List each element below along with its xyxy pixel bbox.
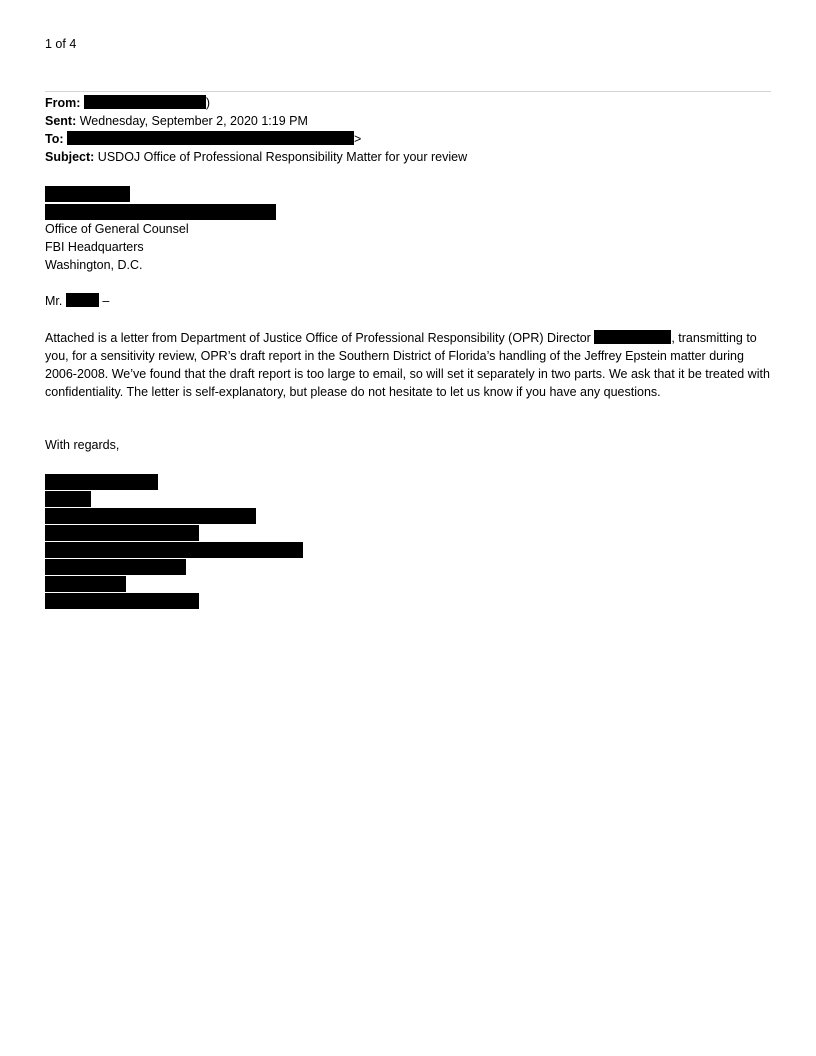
- from-line: [45, 94, 210, 112]
- body-part-1: Attached is a letter from Department of Justice Office of Professional Responsibility (OPR) Director: [45, 331, 591, 345]
- redaction-block: [67, 131, 354, 145]
- redaction-block: [594, 330, 671, 344]
- redaction-block: [45, 559, 186, 575]
- recipient-building: FBI Headquarters: [45, 240, 144, 254]
- salutation: [45, 292, 109, 310]
- closing: With regards,: [45, 438, 120, 452]
- sent-label: Sent:: [45, 114, 77, 128]
- redaction-block: [45, 508, 256, 524]
- subject-value: USDOJ Office of Professional Responsibility Matter for your review: [97, 150, 468, 164]
- redaction-block: [66, 293, 99, 307]
- redaction-block: [45, 204, 276, 220]
- from-label: From:: [45, 96, 81, 110]
- subject-label: Subject:: [45, 150, 95, 164]
- to-trail: >: [354, 132, 362, 146]
- salutation-prefix: Mr.: [45, 294, 63, 308]
- from-trail: ): [205, 96, 211, 110]
- redaction-block: [45, 525, 199, 541]
- salutation-suffix: –: [102, 294, 110, 308]
- page-number: 1 of 4: [45, 37, 77, 51]
- redaction-block: [45, 186, 130, 202]
- recipient-city: Washington, D.C.: [45, 258, 143, 272]
- redaction-block: [45, 491, 91, 507]
- to-line: [45, 130, 361, 148]
- redaction-block: [45, 576, 126, 592]
- email-body: [45, 329, 773, 401]
- redaction-block: [45, 593, 199, 609]
- subject-line: [45, 148, 467, 166]
- recipient-office: Office of General Counsel: [45, 222, 189, 236]
- sent-line: [45, 112, 308, 130]
- divider: [45, 91, 771, 92]
- to-label: To:: [45, 132, 64, 146]
- redaction-block: [84, 95, 206, 109]
- sent-value: Wednesday, September 2, 2020 1:19 PM: [79, 114, 308, 128]
- body-part-2: , transmitting to you, for a sensitivity review, OPR’s draft report in the Southern District of Florida’s handling of the Jeffrey Epstein matter during 2006-2008. We’ve found that the draft report is too large to email, so will set it separately in two parts. We ask that it be treated with confidentiality. The letter is self-explanatory, but please do not hesitate to let us know if you have any questions.: [45, 331, 770, 399]
- redaction-block: [45, 542, 303, 558]
- redaction-block: [45, 474, 158, 490]
